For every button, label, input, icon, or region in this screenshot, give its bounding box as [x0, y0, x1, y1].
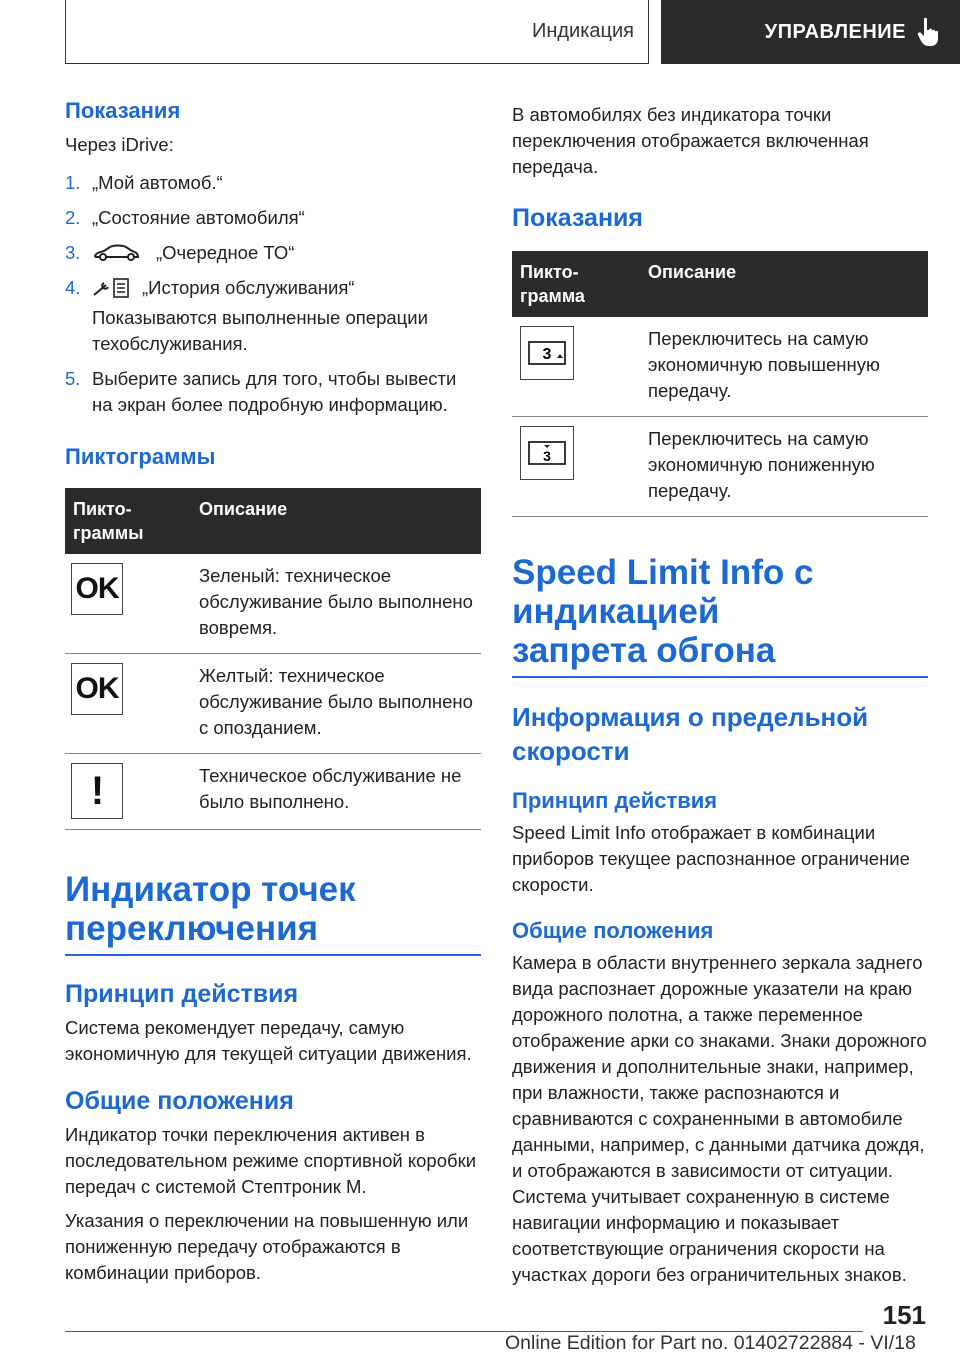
- list-item: 4. „История обслуживания“: [65, 277, 355, 298]
- table-row: [65, 554, 481, 654]
- speed-info-heading: Информация о предельной скорости: [512, 702, 869, 766]
- principle-heading: Принцип действия: [65, 980, 299, 1008]
- table-cell-description: Зеленый: техническое обслуживание было выполнено вовремя.: [191, 554, 481, 654]
- general-text-1: Индикатор точки переключения активен в последовательном режиме спортивной коробки передач с системой Стептроник M.: [65, 1124, 477, 1197]
- pointing-hand-icon: [916, 17, 942, 47]
- general-heading: Общие положения: [65, 1087, 294, 1115]
- readings-heading: Показания: [65, 98, 181, 123]
- list-item: 5. Выберите запись для того, чтобы вывести на экран более подробную информацию.: [65, 368, 457, 415]
- steps-list: [65, 170, 481, 418]
- table-header-description: Описание: [191, 488, 481, 554]
- exclamation-icon: !: [71, 763, 123, 819]
- readings-heading-right: Показания: [512, 204, 644, 232]
- left-column: [65, 98, 481, 1286]
- table-header-pictogram: Пикто-грамма: [512, 251, 640, 317]
- pictograms-table: [65, 488, 481, 830]
- table-cell-description: Техническое обслуживание не было выполнено.: [191, 754, 481, 830]
- footer-edition: Online Edition for Part no. 01402722884 - VI/18: [505, 1332, 916, 1354]
- car-icon: [92, 243, 140, 263]
- header-chapter-label: УПРАВЛЕНИЕ: [764, 20, 906, 43]
- gear-table: [512, 251, 928, 517]
- speed-limit-heading: Speed Limit Info с индикацией запрета обгона: [512, 553, 814, 670]
- table-cell-description: Переключитесь на самую экономичную пониженную передачу.: [640, 417, 928, 517]
- table-header-row: [65, 488, 481, 554]
- general-heading-right: Общие положения: [512, 918, 714, 943]
- list-item: 3. „Очередное ТО“: [65, 242, 295, 263]
- page-number: 151: [882, 1300, 926, 1330]
- list-item: Показываются выполненные операции техобслуживания.: [92, 307, 428, 354]
- principle-heading-right: Принцип действия: [512, 788, 718, 813]
- shift-indicator-heading-block: [65, 870, 481, 956]
- list-item: 1. „Мой автомоб.“: [65, 172, 223, 193]
- table-header-pictogram: Пикто-граммы: [65, 488, 191, 554]
- wrench-list-icon: [92, 277, 132, 299]
- pictograms-heading: Пиктограммы: [65, 444, 216, 469]
- ok-green-icon: OK: [71, 563, 123, 615]
- general-text-2: Указания о переключении на повышенную или пониженную передачу отображаются в комбинации приборов.: [65, 1210, 469, 1283]
- table-header-description: Описание: [640, 251, 928, 317]
- svg-text:3: 3: [542, 346, 552, 363]
- table-cell-description: Переключитесь на самую экономичную повышенную передачу.: [640, 317, 928, 417]
- table-header-row: [512, 251, 928, 317]
- general-text-right: Камера в области внутреннего зеркала заднего вида распознает дорожные указатели на краю дорожного полотна, а также переменное отображение арки со знаками. Знаки дорожного движения и дополнительные знаки, например, при влажности, также распознаются и сравниваются с сохраненными в автомобиле данными, например, с данными датчика дождя, и отображаются в зависимости от ситуации. Система учитывает сохраненную в системе навигации информацию и показывает соответствующие ограничения скорости на участках дороги без ограничительных знаков.: [512, 952, 927, 1285]
- right-column: [512, 98, 928, 1288]
- table-row: [65, 654, 481, 754]
- intro-text: В автомобилях без индикатора точки переключения отображается включенная передача.: [512, 104, 869, 177]
- table-row: [512, 417, 928, 517]
- header-section-label: Индикация: [531, 20, 634, 42]
- speed-limit-heading-block: [512, 553, 928, 678]
- table-cell-description: Желтый: техническое обслуживание было выполнено с опозданием.: [191, 654, 481, 754]
- svg-text:3: 3: [543, 448, 551, 464]
- principle-text: Система рекомендует передачу, самую экономичную для текущей ситуации движения.: [65, 1017, 472, 1064]
- table-row: [512, 317, 928, 417]
- header-chapter-tab[interactable]: [661, 0, 960, 64]
- table-row: [65, 754, 481, 830]
- ok-yellow-icon: OK: [71, 663, 123, 715]
- via-idrive-text: Через iDrive:: [65, 134, 174, 155]
- list-item: 2. „Состояние автомобиля“: [65, 207, 305, 228]
- principle-text-right: Speed Limit Info отображает в комбинации приборов текущее распознанное ограничение скорости.: [512, 822, 910, 895]
- header-section-tab: [65, 0, 649, 64]
- gear-up-icon: [520, 326, 574, 380]
- gear-down-icon: [520, 426, 574, 480]
- shift-indicator-heading: Индикатор точек переключения: [65, 870, 356, 948]
